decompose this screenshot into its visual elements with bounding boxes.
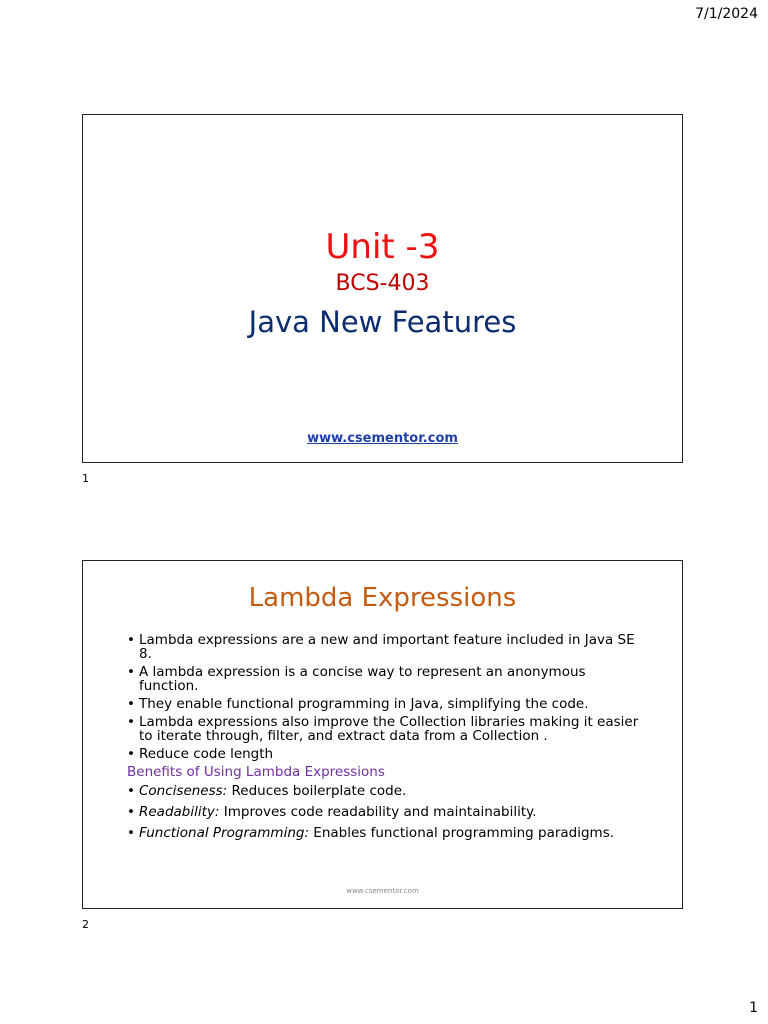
slide-1 — [82, 114, 683, 463]
slide-2 — [82, 560, 683, 909]
slide-title: Java New Features — [248, 305, 517, 339]
slide-footer: www.csementor.com — [346, 887, 419, 895]
slide-title: Lambda Expressions — [248, 583, 517, 613]
benefit-label: Readability: — [139, 804, 220, 820]
bullet-item: • A lambda expression is a concise way to represent an anonymous function. — [127, 665, 647, 693]
page-number: 1 — [749, 1000, 758, 1016]
benefit-text: Improves code readability and maintainability. — [219, 804, 537, 820]
benefit-text: Enables functional programming paradigms. — [309, 825, 615, 841]
benefit-label: Conciseness: — [139, 783, 228, 799]
bullet-item: • Lambda expressions also improve the Collection libraries making it easier to iterate through, filter, and extract data from a Collection . — [127, 715, 647, 743]
bullet-item: • Lambda expressions are a new and important feature included in Java SE 8. — [127, 633, 647, 661]
benefit-label: Functional Programming: — [139, 825, 309, 841]
benefit-item — [127, 826, 647, 840]
slide-body — [127, 633, 647, 847]
bullet-item: • They enable functional programming in Java, simplifying the code. — [127, 697, 647, 711]
website-link[interactable]: www.csementor.com — [307, 431, 458, 446]
slide-number: 2 — [82, 918, 89, 931]
slide-unit-title: Unit -3 — [325, 227, 440, 267]
benefit-text: Reduces boilerplate code. — [227, 783, 407, 799]
print-date: 7/1/2024 — [695, 6, 758, 22]
bullet-item: • Reduce code length — [127, 747, 647, 761]
benefit-item — [127, 784, 647, 798]
slide-number: 1 — [82, 472, 89, 485]
course-code: BCS-403 — [335, 271, 430, 296]
benefit-item — [127, 805, 647, 819]
benefits-heading: Benefits of Using Lambda Expressions — [127, 764, 385, 780]
